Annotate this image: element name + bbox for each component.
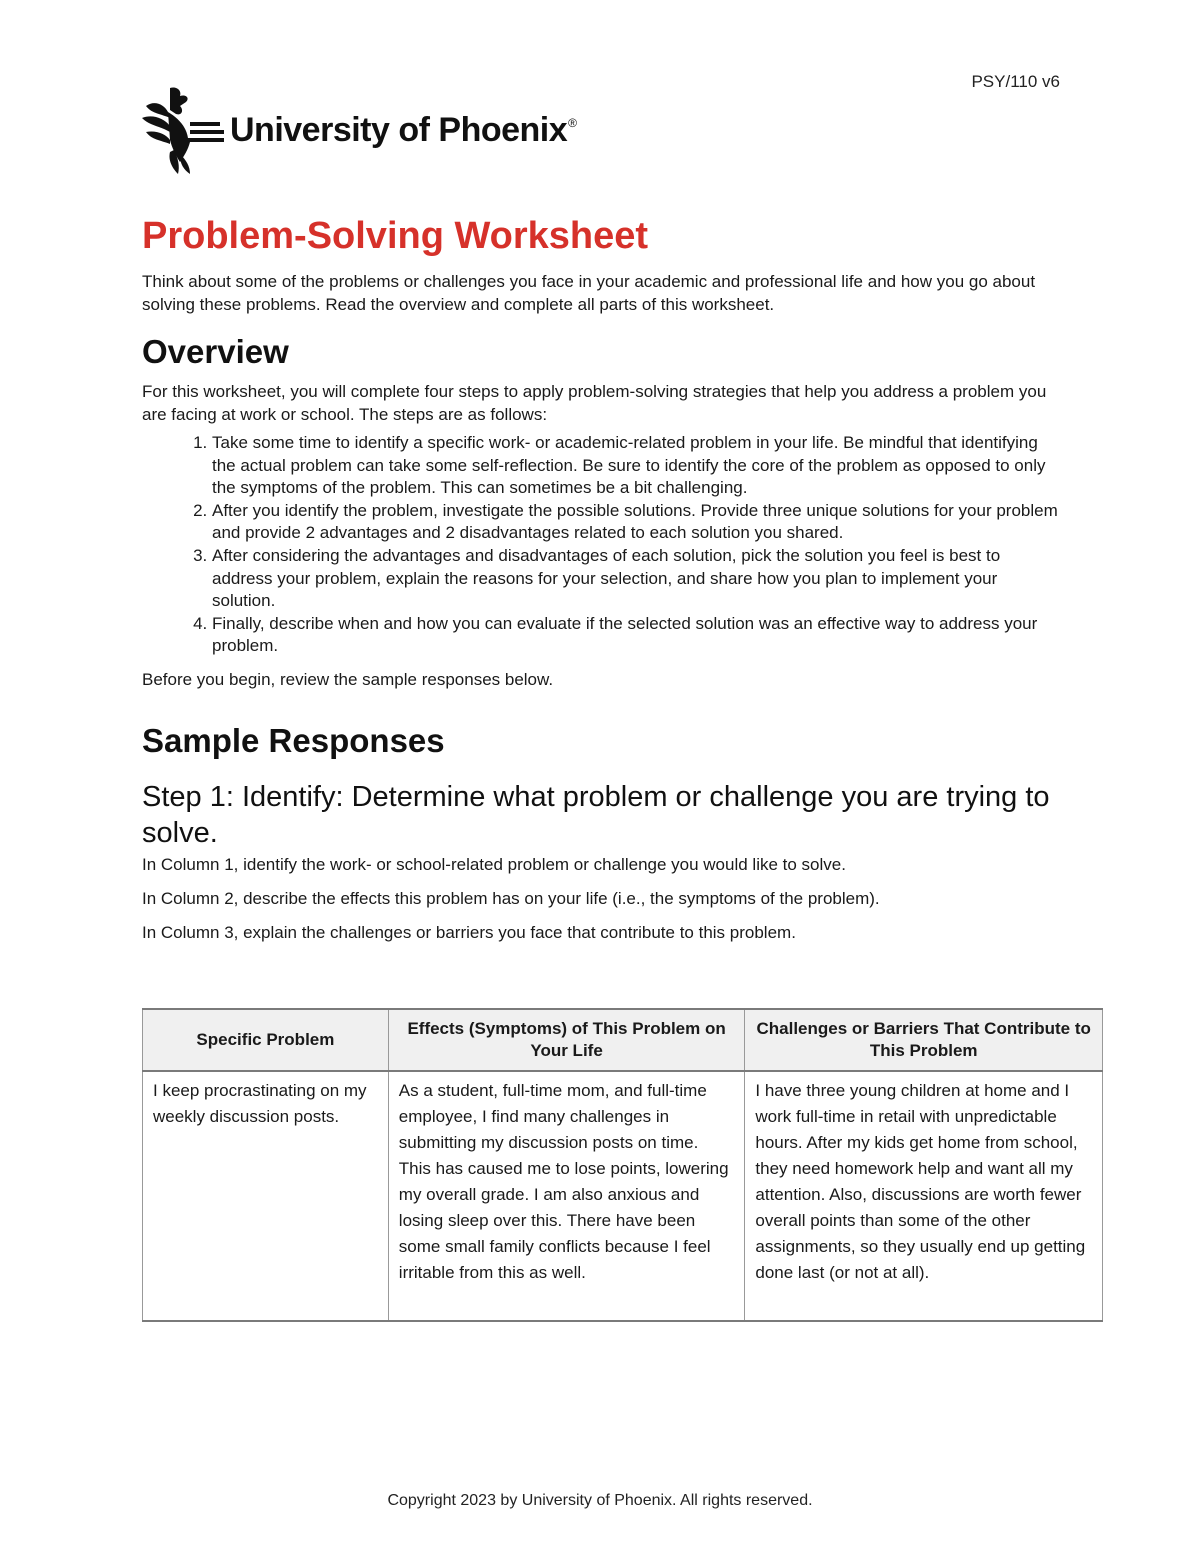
step1-heading: Step 1: Identify: Determine what problem or challenge you are trying to solve. bbox=[142, 780, 1050, 849]
overview-paragraph: For this worksheet, you will complete four steps to apply problem-solving strategies that help you address a problem you are facing at work or school. The steps are as follows: bbox=[142, 382, 1047, 424]
university-logo bbox=[140, 84, 576, 176]
phoenix-bird-icon bbox=[140, 84, 224, 176]
steps-list bbox=[142, 432, 1062, 658]
header-effects: Effects (Symptoms) of This Problem on Your Life bbox=[388, 1009, 745, 1071]
copyright-footer: Copyright 2023 by University of Phoenix. All rights reserved. bbox=[387, 1492, 813, 1509]
sample-heading: Sample Responses bbox=[142, 721, 445, 759]
sample-table bbox=[142, 1008, 1103, 1322]
header-specific-problem: Specific Problem bbox=[143, 1009, 389, 1071]
list-item: 2. After you identify the problem, investigate the possible solutions. Provide three unique solutions for your problem and provide 2 advantages and 2 disadvantages related to each solution you shared. bbox=[212, 500, 1062, 545]
header-challenges: Challenges or Barriers That Contribute to This Problem bbox=[745, 1009, 1103, 1071]
logo-text: University of Phoenix bbox=[230, 110, 568, 149]
table-row bbox=[143, 1071, 1103, 1321]
worksheet-content bbox=[142, 212, 1062, 944]
list-item: 4. Finally, describe when and how you can evaluate if the selected solution was an effective way to address your problem. bbox=[212, 613, 1062, 658]
column2-description: In Column 2, describe the effects this problem has on your life (i.e., the symptoms of the problem). bbox=[142, 888, 880, 908]
list-item: 1. Take some time to identify a specific work- or academic-related problem in your life. Be mindful that identifying the actual problem can take some self-reflection. Be sure to identify the core of the problem as opposed to only the symptoms of the problem. This can sometimes be a bit challenging. bbox=[212, 432, 1062, 500]
page-title: Problem-Solving Worksheet bbox=[142, 215, 649, 257]
overview-heading: Overview bbox=[142, 333, 289, 370]
list-item: 3. After considering the advantages and disadvantages of each solution, pick the solution you feel is best to address your problem, explain the reasons for your selection, and share how you plan to implement your solution. bbox=[212, 545, 1062, 613]
before-note: Before you begin, review the sample responses below. bbox=[142, 669, 554, 689]
intro-paragraph: Think about some of the problems or challenges you face in your academic and professional life and how you go about solving these problems. Read the overview and complete all parts of this worksheet. bbox=[142, 272, 1036, 314]
column3-description: In Column 3, explain the challenges or barriers you face that contribute to this problem. bbox=[142, 922, 796, 942]
column1-description: In Column 1, identify the work- or school-related problem or challenge you would like to solve. bbox=[142, 854, 846, 874]
registered-mark: ® bbox=[568, 115, 577, 130]
cell-challenges: I have three young children at home and I work full-time in retail with unpredictable hours. After my kids get home from school, they need homework help and want all my attention. Also, discussions are worth fewer overall points than some of the other assignments, so they usually end up getting done last (or not at all). bbox=[745, 1071, 1103, 1321]
course-code: PSY/110 v6 bbox=[971, 72, 1060, 91]
table-header-row bbox=[143, 1009, 1103, 1071]
cell-specific-problem: I keep procrastinating on my weekly discussion posts. bbox=[143, 1071, 389, 1321]
cell-effects: As a student, full-time mom, and full-time employee, I find many challenges in submitting my discussion posts on time. This has caused me to lose points, lowering my overall grade. I am also anxious and losing sleep over this. There have been some small family conflicts because I feel irritable from this as well. bbox=[388, 1071, 745, 1321]
